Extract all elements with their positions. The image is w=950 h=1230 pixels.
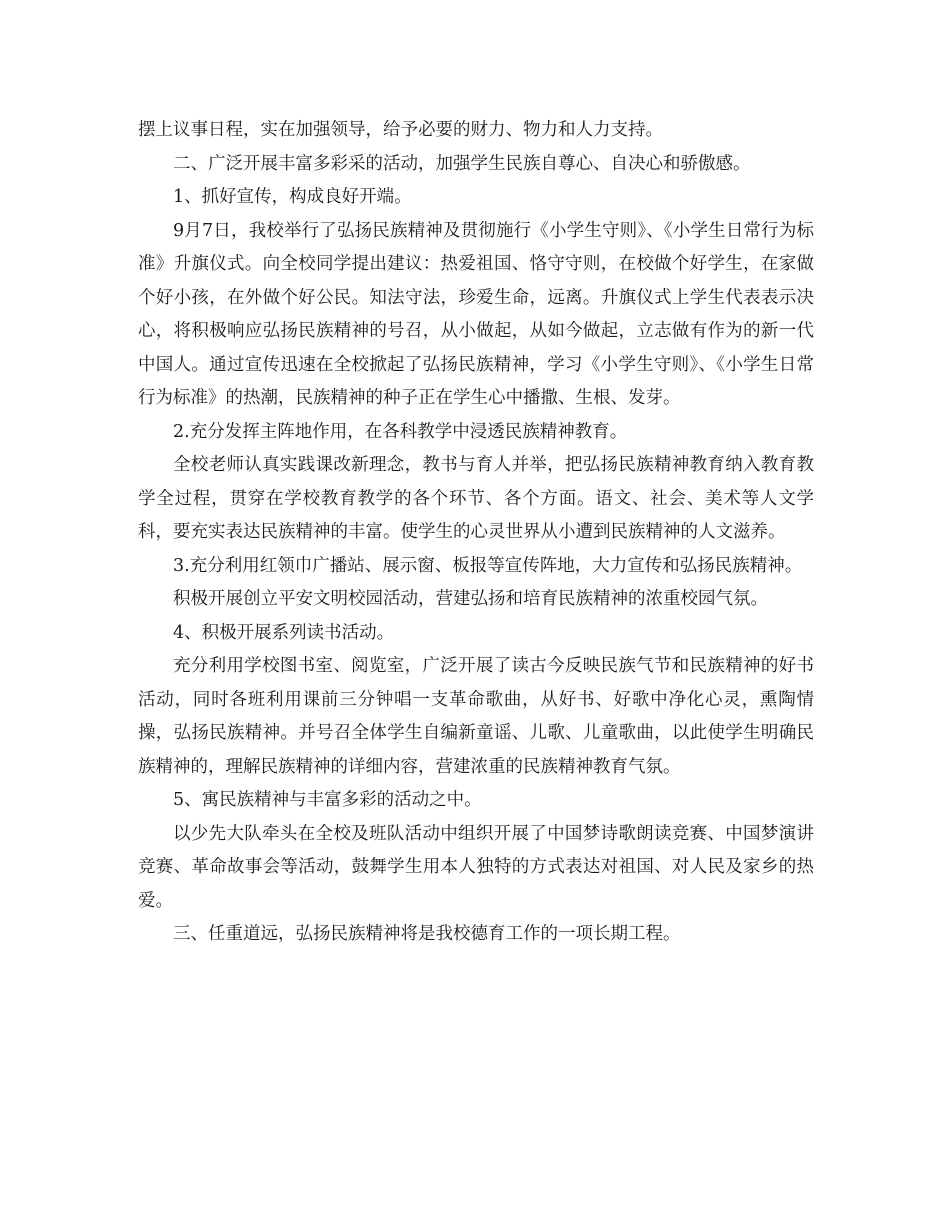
subheading-2: 2.充分发挥主阵地作用，在各科教学中浸透民族精神教育。 — [173, 421, 628, 442]
subheading-3: 3.充分利用红领巾广播站、展示窗、板报等宣传阵地，大力宣传和弘扬民族精神。 — [173, 555, 803, 576]
paragraph-continuation: 摆上议事日程，实在加强领导，给予必要的财力、物力和人力支持。 — [138, 120, 663, 140]
subheading-5: 5、寓民族精神与丰富多彩的活动之中。 — [173, 790, 482, 810]
section-heading-3: 三、任重道远，弘扬民族精神将是我校德育工作的一项长期工程。 — [173, 924, 681, 944]
document-body — [138, 114, 814, 952]
paragraph-activities: 以少先大队牵头在全校及班队活动中组织开展了中国梦诗歌朗读竞赛、中国梦演讲竞赛、革命故事会等活动，鼓舞学生用本人独特的方式表达对祖国、对人民及家乡的热爱。 — [138, 823, 814, 911]
paragraph-campus: 积极开展创立平安文明校园活动，营建弘扬和培育民族精神的浓重校园气氛。 — [173, 589, 768, 609]
subheading-1: 1、抓好宣传，构成良好开端。 — [173, 187, 412, 207]
paragraph-teaching: 全校老师认真实践课改新理念，教书与育人并举，把弘扬民族精神教育纳入教育教学全过程，贯穿在学校教育教学的各个环节、各个方面。语文、社会、美术等人文学科，要充实表达民族精神的丰富。使学生的心灵世界从小遭到民族精神的人文滋养。 — [138, 455, 814, 542]
section-heading-2: 二、广泛开展丰富多彩采的活动，加强学生民族自尊心、自决心和骄傲感。 — [173, 153, 751, 174]
paragraph-flag-ceremony: 9月7日，我校举行了弘扬民族精神及贯彻施行《小学生守则》、《小学生日常行为标准》升旗仪式。向全校同学提出建议：热爱祖国、恪守守则，在校做个好学生，在家做个好小孩，在外做个好公民。知法守法，珍爱生命，远离。升旗仪式上学生代表表示决心，将积极响应弘扬民族精神的号召，从小做起，从如今做起，立志做有作为的新一代中国人。通过宣传迅速在全校掀起了弘扬民族精神，学习《小学生守则》、《小学生日常行为标准》的热潮，民族精神的种子正在学生心中播撒、生根、发芽。 — [138, 220, 814, 408]
subheading-4: 4、积极开展系列读书活动。 — [173, 622, 395, 643]
paragraph-reading: 充分利用学校图书室、阅览室，广泛开展了读古今反映民族气节和民族精神的好书活动，同时各班利用课前三分钟唱一支革命歌曲，从好书、好歌中净化心灵，熏陶情操，弘扬民族精神。并号召全体学生自编新童谣、儿歌、儿童歌曲，以此使学生明确民族精神的，理解民族精神的详细内容，营建浓重的民族精神教育气氛。 — [138, 656, 814, 777]
